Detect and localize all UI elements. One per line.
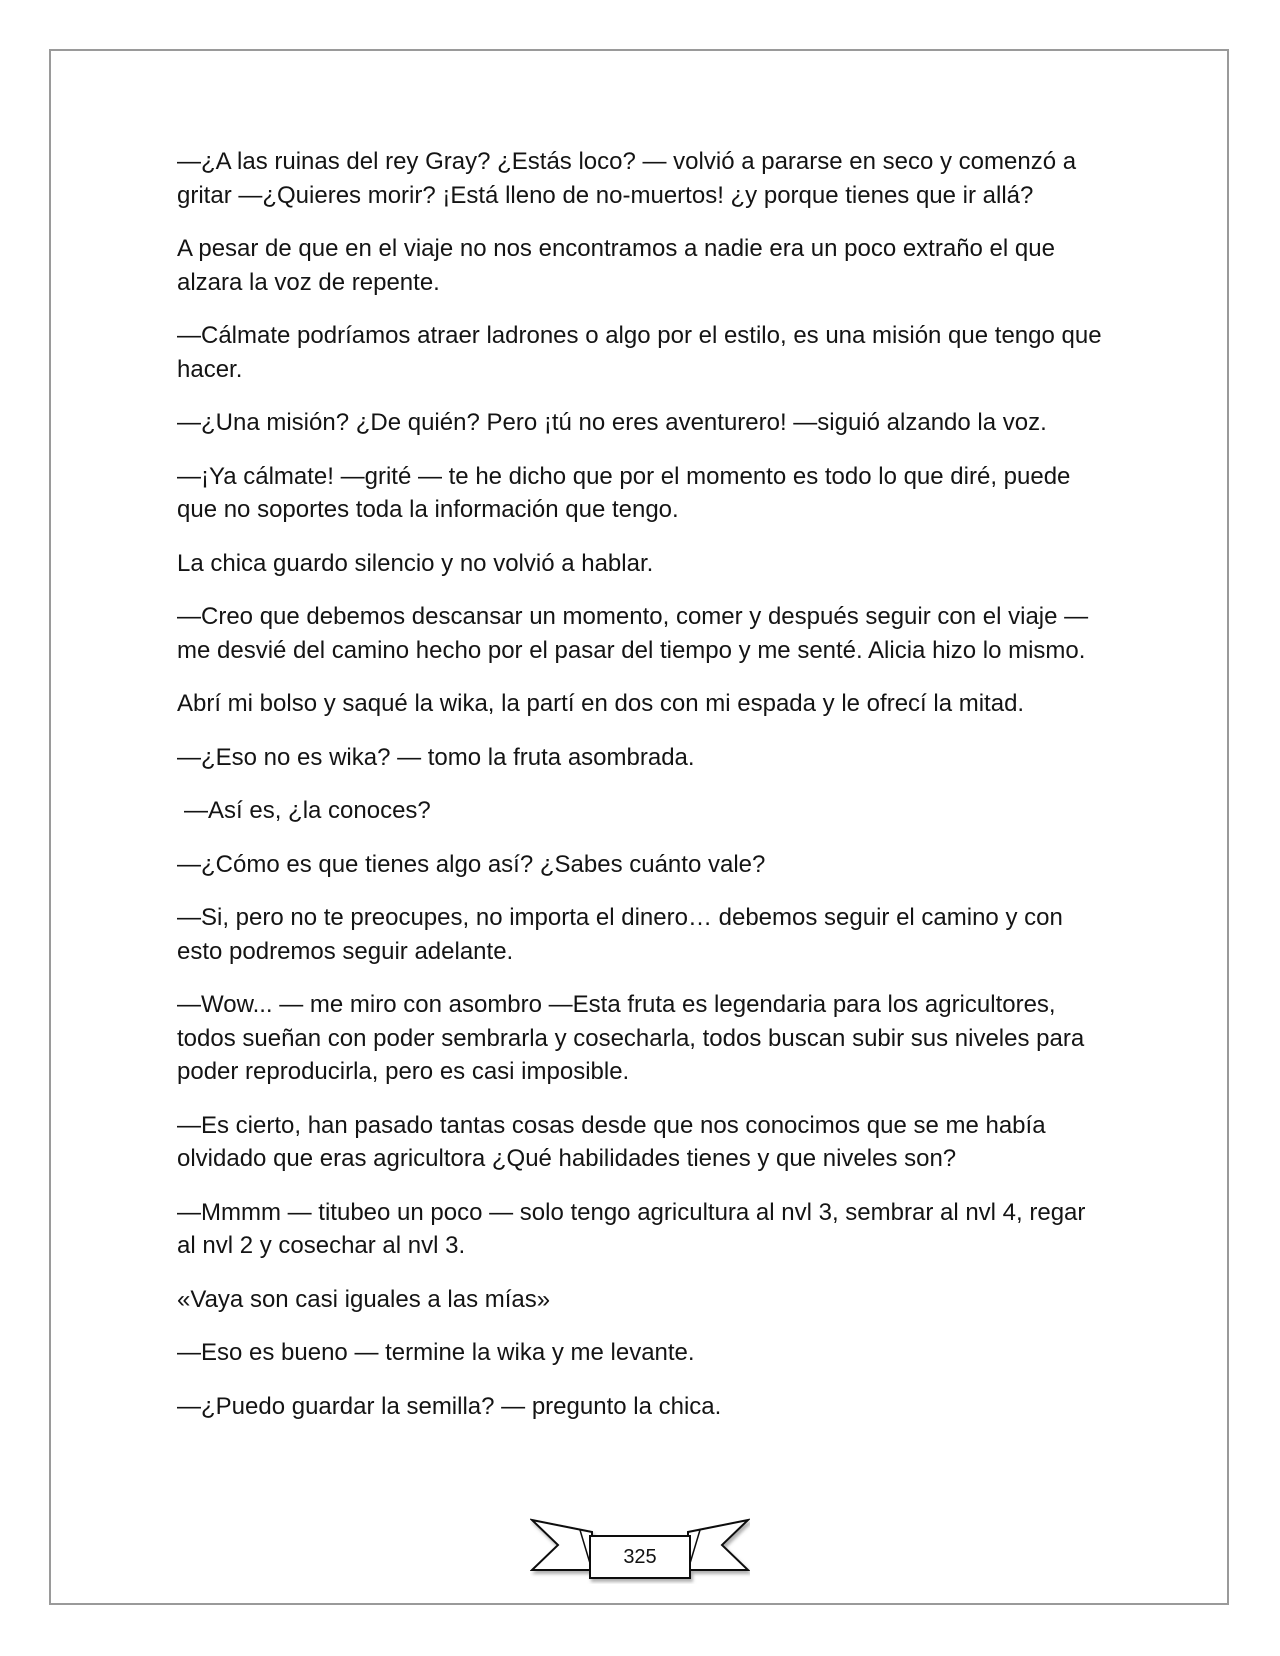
paragraph: —¿A las ruinas del rey Gray? ¿Estás loco? — volvió a pararse en seco y comenzó a gritar —¿Quieres morir? ¡Está lleno de no-muertos! ¿y porque tienes que ir allá?	[177, 148, 1077, 209]
paragraph: —¿Puedo guardar la semilla? — pregunto la chica.	[177, 1392, 722, 1420]
paragraph: —¡Ya cálmate! —grité — te he dicho que por el momento es todo lo que diré, puede que no soportes toda la información que tengo.	[177, 462, 1071, 523]
paragraph: —Eso es bueno — termine la wika y me levante.	[177, 1339, 695, 1366]
document-body	[177, 145, 1107, 1443]
paragraph: —Es cierto, han pasado tantas cosas desde que nos conocimos que se me había olvidado que eras agricultora ¿Qué habilidades tienes y que niveles son?	[177, 1111, 1046, 1172]
paragraph: —Si, pero no te preocupes, no importa el dinero… debemos seguir el camino y con esto podremos seguir adelante.	[177, 904, 1063, 965]
paragraph: —¿Una misión? ¿De quién? Pero ¡tú no eres aventurero! —siguió alzando la voz.	[177, 409, 1047, 436]
paragraph: —Así es, ¿la conoces?	[184, 797, 431, 824]
paragraph: —Cálmate podríamos atraer ladrones o algo por el estilo, es una misión que tengo que hacer.	[177, 322, 1102, 383]
paragraph: A pesar de que en el viaje no nos encontramos a nadie era un poco extraño el que alzara la voz de repente.	[177, 235, 1055, 296]
paragraph: —¿Eso no es wika? — tomo la fruta asombrada.	[177, 743, 695, 771]
paragraph: La chica guardo silencio y no volvió a hablar.	[177, 549, 654, 577]
paragraph: —Mmmm — titubeo un poco — solo tengo agricultura al nvl 3, sembrar al nvl 4, regar al nvl 2 y cosechar al nvl 3.	[177, 1198, 1086, 1259]
paragraph: —Creo que debemos descansar un momento, comer y después seguir con el viaje — me desvié del camino hecho por el pasar del tiempo y me senté. Alicia hizo lo mismo.	[177, 603, 1089, 664]
paragraph: —¿Cómo es que tienes algo así? ¿Sabes cuánto vale?	[177, 850, 766, 878]
paragraph: Abrí mi bolso y saqué la wika, la partí en dos con mi espada y le ofrecí la mitad.	[177, 690, 1025, 717]
paragraph: —Wow... — me miro con asombro —Esta fruta es legendaria para los agricultores, todos sueñan con poder sembrarla y cosecharla, todos buscan subir sus niveles para poder reproducirla, pero es casi imposible.	[177, 991, 1085, 1085]
page-number: 325	[623, 1546, 657, 1568]
paragraph: «Vaya son casi iguales a las mías»	[177, 1285, 551, 1313]
